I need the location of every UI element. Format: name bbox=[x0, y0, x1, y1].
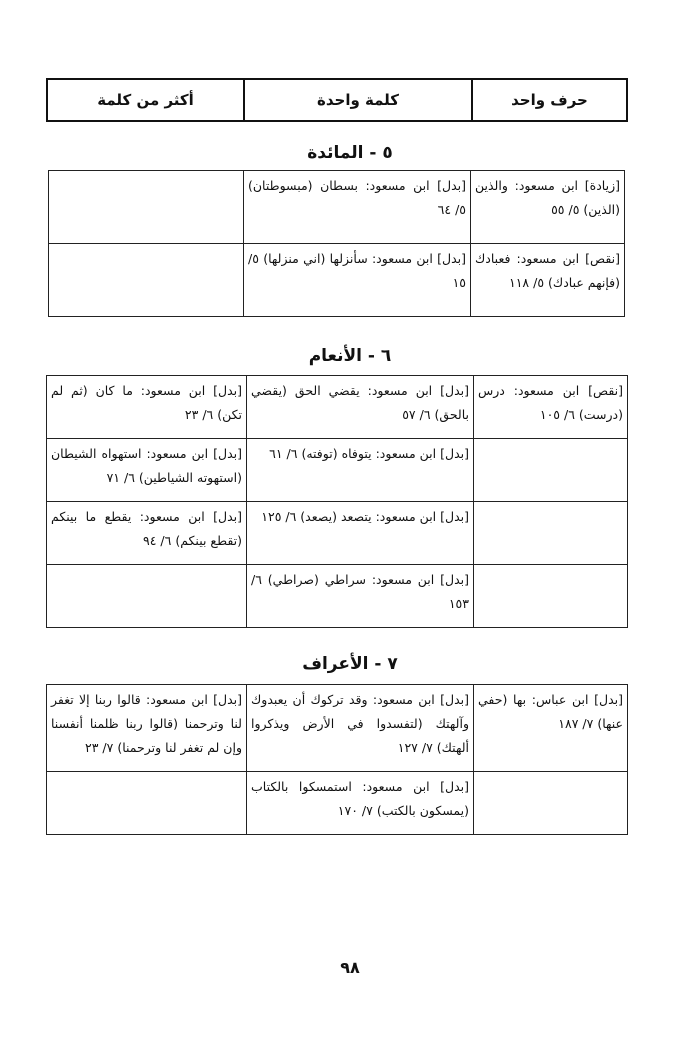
section-title: ٦ - الأنعام bbox=[308, 346, 392, 366]
table-cell: [بدل] ابن مسعود: قالوا ربنا إلا تغفر لنا وترحمنا (قالوا ربنا ظلمنا أنفسنا وإن لم تغفر لنا وترحمنا) ٧/ ٢٣ bbox=[47, 685, 247, 772]
table-cell: [نقص] ابن مسعود: درس (درست) ٦/ ١٠٥ bbox=[474, 376, 628, 439]
table-cell bbox=[49, 244, 244, 317]
table-cell: [زيادة] ابن مسعود: والذين (الذين) ٥/ ٥٥ bbox=[471, 171, 625, 244]
table-cell: [بدل] ابن مسعود: سأنزلها (اني منزلها) ٥/ ١٥ bbox=[244, 244, 471, 317]
table-cell: [بدل] ابن مسعود: استمسكوا بالكتاب (يمسكون بالكتب) ٧/ ١٧٠ bbox=[247, 772, 474, 835]
table-cell: [بدل] ابن مسعود: يتصعد (يصعد) ٦/ ١٢٥ bbox=[247, 502, 474, 565]
table-cell: [بدل] ابن مسعود: يقضي الحق (يقضي بالحق) ٦/ ٥٧ bbox=[247, 376, 474, 439]
section-table-al-araf bbox=[46, 684, 628, 835]
column-header-table bbox=[46, 78, 628, 122]
table-cell: [بدل] ابن مسعود: سراطي (صراطي) ٦/ ١٥٣ bbox=[247, 565, 474, 628]
table-cell bbox=[47, 565, 247, 628]
header-single-letter: حرف واحد bbox=[472, 79, 627, 121]
table-cell bbox=[474, 439, 628, 502]
table-row bbox=[49, 171, 625, 244]
table-cell bbox=[47, 772, 247, 835]
table-row bbox=[47, 685, 628, 772]
table-row bbox=[47, 502, 628, 565]
table-row bbox=[47, 565, 628, 628]
section-title: ٥ - المائدة bbox=[307, 143, 393, 163]
section-table-al-anam bbox=[46, 375, 628, 628]
table-cell: [بدل] ابن مسعود: يقطع ما بينكم (تقطع بينكم) ٦/ ٩٤ bbox=[47, 502, 247, 565]
table-row bbox=[47, 772, 628, 835]
table-cell: [بدل] ابن مسعود: ما كان (ثم لم تكن) ٦/ ٢٣ bbox=[47, 376, 247, 439]
table-cell: [بدل] ابن عباس: بها (حفي عنها) ٧/ ١٨٧ bbox=[474, 685, 628, 772]
page-number: ٩٨ bbox=[340, 958, 360, 977]
table-cell: [بدل] ابن مسعود: وقد تركوك أن يعبدوك وآلهتك (لتفسدوا في الأرض ويذكروا ألهتك) ٧/ ١٢٧ bbox=[247, 685, 474, 772]
section-title: ٧ - الأعراف bbox=[302, 654, 398, 674]
table-row bbox=[47, 439, 628, 502]
table-cell bbox=[49, 171, 244, 244]
table-cell: [نقص] ابن مسعود: فعبادك (فإنهم عبادك) ٥/ ١١٨ bbox=[471, 244, 625, 317]
table-cell bbox=[474, 565, 628, 628]
table-cell: [بدل] ابن مسعود: يتوفاه (توفته) ٦/ ٦١ bbox=[247, 439, 474, 502]
header-multiple-words: أكثر من كلمة bbox=[47, 79, 244, 121]
table-row bbox=[47, 376, 628, 439]
table-cell bbox=[474, 772, 628, 835]
table-cell bbox=[474, 502, 628, 565]
header-single-word: كلمة واحدة bbox=[244, 79, 472, 121]
table-cell: [بدل] ابن مسعود: بسطان (مبسوطتان) ٥/ ٦٤ bbox=[244, 171, 471, 244]
table-cell: [بدل] ابن مسعود: استهواه الشيطان (استهوته الشياطين) ٦/ ٧١ bbox=[47, 439, 247, 502]
section-table-al-maidah bbox=[48, 170, 625, 317]
table-row bbox=[49, 244, 625, 317]
